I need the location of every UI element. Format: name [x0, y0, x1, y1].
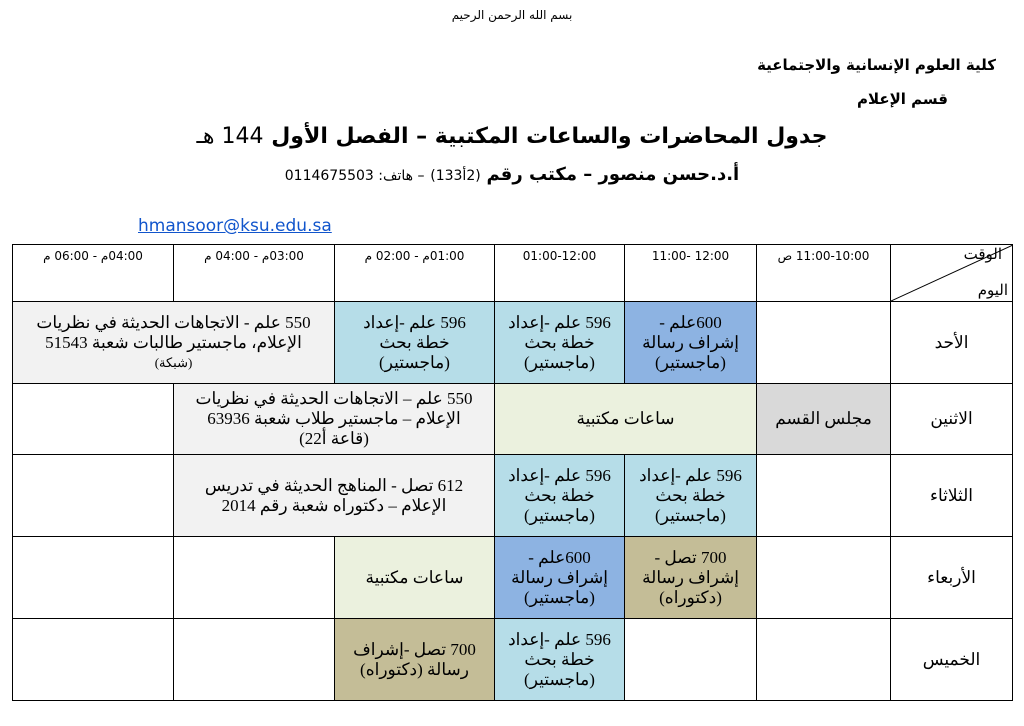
- empty-cell: [13, 384, 174, 455]
- cell-line: 700 تصل -: [654, 547, 727, 567]
- cell-line: (ماجستير): [655, 352, 726, 372]
- time-slot-header: 11:00-10:00 ص: [757, 245, 891, 302]
- class-cell: [174, 384, 495, 455]
- cell-line: إشراف رسالة: [511, 567, 608, 587]
- cell-line: 600علم -: [659, 312, 722, 332]
- cell-line: إشراف رسالة: [642, 332, 739, 352]
- cell-line: الإعلام، ماجستير طالبات شعبة 51543: [45, 332, 302, 352]
- cell-line: 596 علم -إعداد: [363, 312, 466, 332]
- cell-line: (شبكة): [154, 354, 193, 370]
- cell-line: خطة بحث: [524, 649, 595, 669]
- class-cell: [13, 302, 335, 384]
- cell-line: 550 علم – الاتجاهات الحديثة في نظريات: [195, 389, 473, 408]
- class-cell: [625, 455, 757, 537]
- title-year: 144 هـ: [196, 124, 264, 149]
- cell-line: 550 علم - الاتجاهات الحديثة في نظريات: [36, 312, 311, 332]
- corner-day-label: اليوم: [977, 283, 1008, 299]
- cell-line: 700 تصل -إشراف: [353, 639, 476, 659]
- day-cell: الثلاثاء: [891, 455, 1013, 537]
- day-cell: الأحد: [891, 302, 1013, 384]
- page-title: [0, 124, 1024, 149]
- class-cell: [495, 537, 625, 619]
- empty-cell: [13, 455, 174, 537]
- cell-line: (ماجستير): [524, 505, 595, 525]
- empty-cell: [757, 302, 891, 384]
- cell-line: (ماجستير): [524, 352, 595, 372]
- class-cell: [625, 302, 757, 384]
- department-name: قسم الإعلام: [856, 90, 948, 108]
- cell-line: 600علم -: [528, 547, 591, 567]
- class-cell: [495, 455, 625, 537]
- empty-cell: [757, 619, 891, 701]
- empty-cell: [13, 537, 174, 619]
- day-cell: الاثنين: [891, 384, 1013, 455]
- cell-line: 596 علم -إعداد: [508, 629, 611, 649]
- cell-line: 596 علم -إعداد: [508, 312, 611, 332]
- title-text: جدول المحاضرات والساعات المكتبية – الفصل الأول: [271, 124, 828, 149]
- class-cell: [495, 302, 625, 384]
- cell-line: 596 علم -إعداد: [508, 465, 611, 485]
- empty-cell: [757, 455, 891, 537]
- instructor-name: أ.د.حسن منصور – مكتب رقم: [486, 164, 740, 185]
- table-row: [13, 537, 1013, 619]
- basmala: بسم الله الرحمن الرحيم: [451, 8, 573, 22]
- council-cell: مجلس القسم: [757, 384, 891, 455]
- day-cell: الأربعاء: [891, 537, 1013, 619]
- class-cell: [335, 302, 495, 384]
- office-hours-cell: ساعات مكتبية: [335, 537, 495, 619]
- time-slot-header: 03:00م - 04:00 م: [174, 245, 335, 302]
- cell-line: خطة بحث: [524, 485, 595, 505]
- empty-cell: [13, 619, 174, 701]
- empty-cell: [174, 619, 335, 701]
- empty-cell: [625, 619, 757, 701]
- cell-line: خطة بحث: [379, 332, 450, 352]
- cell-line: إشراف رسالة: [642, 567, 739, 587]
- table-row: [13, 302, 1013, 384]
- header-row: [13, 245, 1013, 302]
- class-cell: [495, 619, 625, 701]
- class-cell: [174, 455, 495, 537]
- class-cell: [335, 619, 495, 701]
- cell-line: (ماجستير): [524, 669, 595, 689]
- corner-cell: [891, 245, 1013, 302]
- time-slot-header: 12:00 -11:00: [625, 245, 757, 302]
- office-hours-cell: ساعات مكتبية: [495, 384, 757, 455]
- cell-line: (دكتوراه): [659, 587, 722, 607]
- time-slot-header: 01:00-12:00: [495, 245, 625, 302]
- office-number: (2أ133): [430, 168, 481, 184]
- table-row: [13, 384, 1013, 455]
- phone-number: – هاتف: 0114675503: [284, 168, 425, 184]
- email-link[interactable]: hmansoor@ksu.edu.sa: [138, 216, 332, 236]
- cell-line: 612 تصل - المناهج الحديثة في تدريس: [204, 475, 464, 495]
- table-row: [13, 455, 1013, 537]
- college-name: كلية العلوم الإنسانية والاجتماعية: [757, 56, 996, 74]
- cell-line: (ماجستير): [524, 587, 595, 607]
- schedule-table: [12, 244, 1013, 701]
- cell-line: خطة بحث: [524, 332, 595, 352]
- empty-cell: [757, 537, 891, 619]
- table-row: [13, 619, 1013, 701]
- day-cell: الخميس: [891, 619, 1013, 701]
- empty-cell: [174, 537, 335, 619]
- cell-line: (ماجستير): [655, 505, 726, 525]
- cell-line: الإعلام – دكتوراه شعبة رقم 2014: [221, 495, 447, 515]
- cell-line: الإعلام – ماجستير طلاب شعبة 63936: [207, 409, 461, 428]
- cell-line: (قاعة أ22): [299, 429, 369, 448]
- class-cell: [625, 537, 757, 619]
- cell-line: 596 علم -إعداد: [639, 465, 742, 485]
- cell-line: رسالة (دكتوراه): [360, 659, 469, 679]
- instructor-line: [0, 164, 1024, 185]
- time-slot-header: 04:00م - 06:00 م: [13, 245, 174, 302]
- corner-time-label: الوقت: [963, 247, 1002, 263]
- cell-line: خطة بحث: [655, 485, 726, 505]
- cell-line: (ماجستير): [379, 352, 450, 372]
- time-slot-header: 01:00م - 02:00 م: [335, 245, 495, 302]
